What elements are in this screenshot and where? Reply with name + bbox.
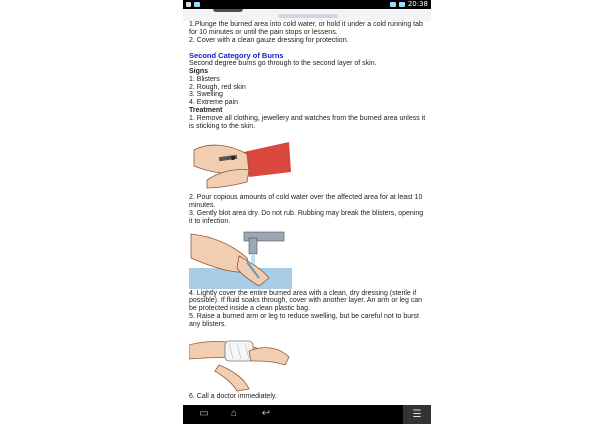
article-content xyxy=(189,21,427,405)
illustration-cold-water-tap xyxy=(189,228,292,289)
illustration-bandaged-arm xyxy=(189,331,292,392)
intro-step-2: 2. Cover with a clean gauze dressing for protection. xyxy=(189,36,349,44)
signs-label: Signs xyxy=(189,67,209,75)
treatment-label: Treatment xyxy=(189,106,223,114)
treatment-step-5: 5. Raise a burned arm or leg to reduce swelling, but be careful not to burst any blisters. xyxy=(189,312,419,328)
phone-screen xyxy=(183,0,431,424)
sign-item: 3. Swelling xyxy=(189,91,223,99)
banner-decoration xyxy=(213,9,243,12)
status-bar xyxy=(183,0,431,9)
illustration-removing-jewellery xyxy=(189,132,292,193)
status-time: 20:38 xyxy=(407,0,428,8)
sign-item: 4. Extreme pain xyxy=(189,99,239,107)
treatment-step-6: 6. Call a doctor immediately. xyxy=(189,392,277,400)
battery-icon xyxy=(399,2,405,7)
treatment-step-4: 4. Lightly cover the entire burned area with a clean, dry dressing (sterile if possible). If fluid soaks through, cover with another layer. An arm or leg can be protected inside a clean plastic bag. xyxy=(189,289,423,313)
wifi-icon xyxy=(390,2,396,7)
header-banner xyxy=(183,9,431,21)
intro-step-1: 1.Plunge the burned area into cold water, or hold it under a cold running tab for 10 minutes or until the pain stops or lessens. xyxy=(189,21,423,36)
section-description: Second degree burns go through to the second layer of skin. xyxy=(189,60,377,68)
notification-icon xyxy=(186,2,191,7)
section-title: Second Category of Burns xyxy=(189,51,284,61)
banner-strip xyxy=(278,14,338,18)
recent-apps-icon[interactable]: ▭ xyxy=(199,408,209,419)
navigation-bar xyxy=(183,405,431,424)
back-arrow-icon[interactable]: ↩ xyxy=(261,408,271,419)
treatment-step-2: 2. Pour copious amounts of cold water over the affected area for at least 10 minutes. xyxy=(189,194,423,210)
image-notification-icon xyxy=(194,2,200,7)
home-icon[interactable]: ⌂ xyxy=(230,408,238,419)
menu-list-icon[interactable]: ☰ xyxy=(403,405,431,424)
sign-item: 1. Blisters xyxy=(189,75,220,83)
treatment-step-1: 1. Remove all clothing, jewellery and watches from the burned area unless it is sticking to the skin. xyxy=(189,114,426,130)
treatment-step-3: 3. Gently blot area dry. Do not rub. Rubbing may break the blisters, opening it to infection. xyxy=(189,209,424,225)
sign-item: 2. Rough, red skin xyxy=(189,83,246,91)
